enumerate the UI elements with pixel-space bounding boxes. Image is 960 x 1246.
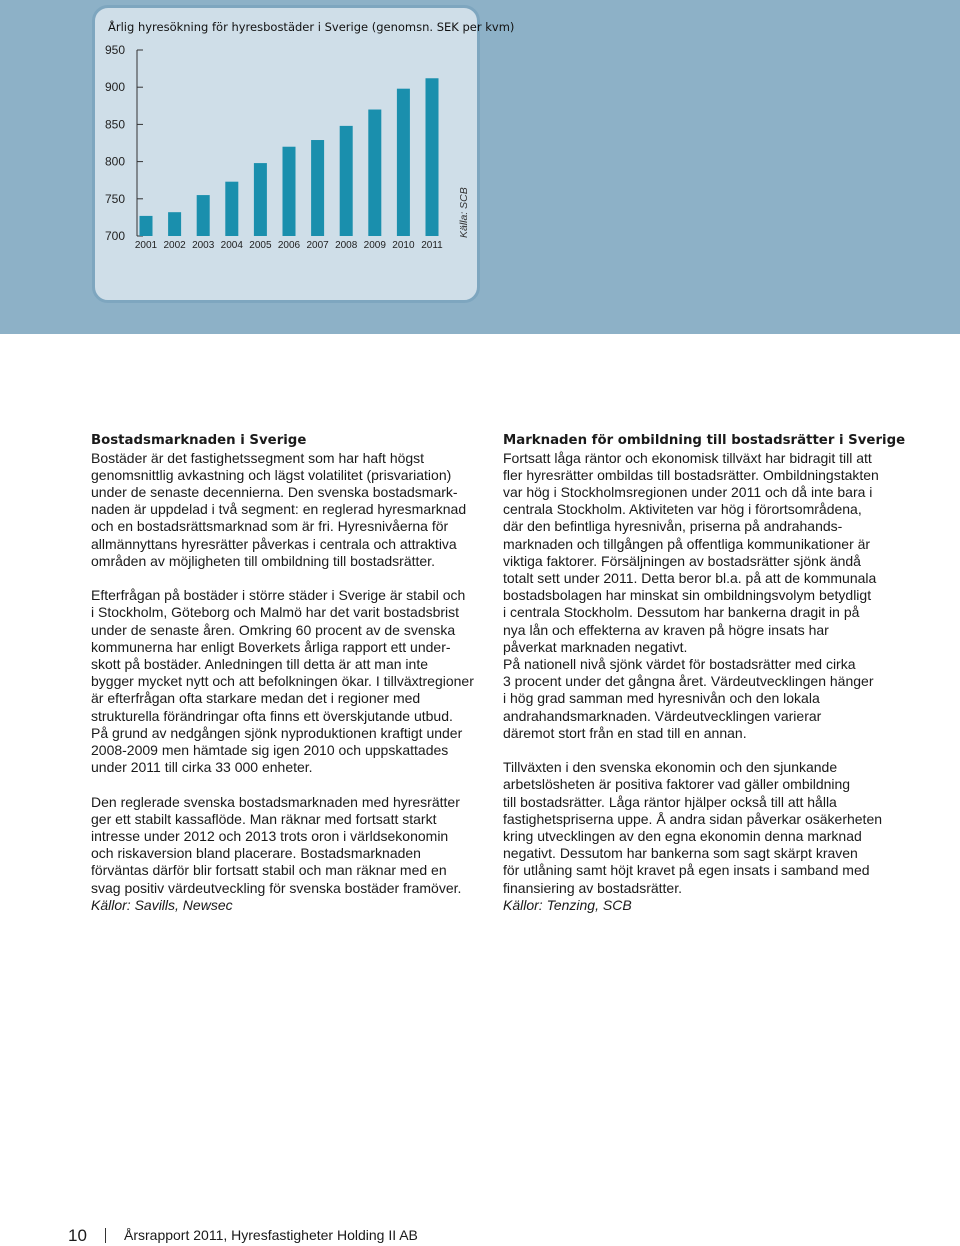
- text-line: På nationell nivå sjönk värdet för bostadsrätter med cirka: [503, 656, 856, 673]
- page-number: 10: [68, 1226, 87, 1245]
- x-tick-label: 2010: [392, 240, 415, 251]
- left-paragraph-1: [91, 450, 486, 570]
- bar-2011: [426, 78, 439, 236]
- text-line: under de senaste decennierna. Den svenska bostadsmark-: [91, 484, 458, 500]
- text-line: under 2011 till cirka 33 000 enheter.: [91, 759, 313, 776]
- footer-divider: [105, 1228, 106, 1243]
- text-line: kommunerna har enligt Boverkets årliga rapport ett under-: [91, 638, 451, 655]
- left-paragraph-3: [91, 794, 486, 914]
- y-tick-label: 750: [104, 191, 125, 206]
- sources-note: Källor: Savills, Newsec: [91, 896, 233, 913]
- text-line: På grund av nedgången sjönk nyproduktionen kraftigt under: [91, 724, 463, 741]
- text-line: bostadsbolagen har minskat sin ombildningsvolym betydligt: [503, 587, 872, 604]
- x-tick-label: 2008: [335, 240, 358, 251]
- page-footer: [0, 1226, 960, 1246]
- text-line: marknaden och tillgången på offentliga kommunikationer är: [503, 535, 871, 552]
- text-line: fler hyresrätter ombildas till bostadsrätter. Ombildningstakten: [503, 466, 879, 483]
- text-line: naden är uppdelad i två segment: en reglerad hyresmarknad: [91, 501, 467, 518]
- text-line: genomsnittlig avkastning och lägst volatilitet (prisvariation): [91, 466, 452, 483]
- y-tick-label: 800: [104, 154, 125, 169]
- text-line: i centrala Stockholm. Dessutom har bankerna dragit in på: [503, 604, 860, 621]
- text-line: finansiering av bostadsrätter.: [503, 879, 682, 896]
- text-line: Fortsatt låga räntor och ekonomisk tillväxt har bidragit till att: [503, 449, 872, 466]
- x-tick-label: 2003: [192, 240, 215, 251]
- x-tick-label: 2007: [306, 240, 329, 251]
- right-paragraph-2: [503, 759, 898, 914]
- text-line: påverkat marknaden negativt.: [503, 638, 688, 655]
- text-line: Efterfrågan på bostäder i större städer i Sverige är stabil och: [91, 587, 466, 604]
- text-line: områden av möjligheten till ombildning till bostadsrätter.: [91, 552, 435, 569]
- text-line: allmännyttans hyresrätter påverkas i centrala och attraktiva: [91, 535, 457, 552]
- right-column: [503, 432, 906, 914]
- text-line: till bostadsrätter. Låga räntor hjälper också till att hålla: [503, 793, 837, 810]
- right-paragraph-1: [503, 450, 898, 742]
- bar-2008: [340, 126, 353, 236]
- text-line: negativt. Dessutom har bankerna som sagt skärpt kraven: [503, 845, 858, 862]
- text-line: andrahandsmarknaden. Värdeutvecklingen varierar: [503, 707, 822, 724]
- text-line: och riskaversion bland placerare. Bostadsmarknaden: [91, 845, 421, 862]
- text-line: i Stockholm, Göteborg och Malmö har det varit bostadsbrist: [91, 604, 460, 621]
- y-tick-label: 950: [104, 43, 125, 57]
- chart-title: Årlig hyresökning för hyresbostäder i Sverige (genomsn. SEK per kvm): [108, 20, 515, 34]
- text-line: för utlåning samt höjt kravet på egen insats i samband med: [503, 862, 870, 879]
- bar-2004: [225, 182, 238, 236]
- text-line: kring utvecklingen av den egna ekonomin denna marknad: [503, 828, 862, 845]
- bar-2007: [311, 140, 324, 236]
- x-tick-label: 2005: [249, 240, 272, 251]
- y-tick-label: 700: [104, 229, 125, 243]
- rent-chart-panel: [92, 5, 515, 303]
- text-line: däremot stort från en stad till en annan.: [503, 724, 747, 741]
- bar-2003: [197, 195, 210, 236]
- text-line: ger ett stabilt kassaflöde. Man räknar med fortsatt starkt: [91, 810, 437, 827]
- text-line: svag positiv värdeutveckling för svenska bostäder framöver.: [91, 879, 462, 896]
- x-tick-label: 2001: [134, 240, 158, 251]
- text-line: Tillväxten i den svenska ekonomin och den sjunkande: [503, 759, 838, 776]
- text-line: nya lån och effekterna av kraven på högre insats har: [503, 621, 829, 638]
- chart-source-note: Källa: SCB: [458, 187, 470, 238]
- text-line: är efterfrågan ofta starkare medan det i regioner med: [91, 690, 421, 707]
- x-tick-label: 2011: [421, 240, 443, 251]
- y-tick-label: 900: [104, 80, 125, 95]
- bar-2009: [368, 110, 381, 236]
- bar-2002: [168, 212, 181, 236]
- text-line: strukturella förändringar ofta finns ett överskjutande utbud.: [91, 707, 453, 724]
- text-line: där den befintliga hyresnivån, priserna på andrahands-: [503, 518, 843, 535]
- bar-2005: [254, 163, 267, 236]
- text-line: förväntas därför blir fortsatt stabil och man räknar med en: [91, 862, 447, 879]
- text-line: arbetslösheten är positiva faktorer vad gäller ombildning: [503, 776, 851, 793]
- text-line: viktiga faktorer. Försäljningen av bostadsrätter sjönk ändå: [503, 552, 861, 569]
- text-line: i hög grad samman med hyresnivån och den lokala: [503, 690, 820, 707]
- bar-2006: [283, 147, 296, 236]
- text-line: totalt sett under 2011. Detta beror bl.a. på att de kommunala: [503, 570, 877, 587]
- header-band: [0, 0, 960, 334]
- text-line: och en bostadsrättsmarknad som är fri. Hyresnivåerna för: [91, 518, 449, 535]
- text-line: var hög i Stockholmsregionen under 2011 och då inte bara i: [503, 484, 873, 500]
- sources-note: Källor: Tenzing, SCB: [503, 896, 632, 913]
- x-tick-label: 2006: [277, 240, 301, 251]
- section-heading-conversion-market: Marknaden för ombildning till bostadsrätter i Sverige: [503, 433, 906, 448]
- text-line: 3 procent under det gångna året. Värdeutvecklingen hänger: [503, 673, 874, 690]
- text-line: under de senaste åren. Omkring 60 procent av de svenska: [91, 621, 456, 638]
- bar-2001: [140, 216, 153, 236]
- section-heading-housing-market: Bostadsmarknaden i Sverige: [91, 433, 307, 448]
- left-paragraph-2: [91, 587, 486, 776]
- text-line: fastighetspriserna uppe. Å andra sidan påverkar osäkerheten: [503, 810, 883, 827]
- x-tick-label: 2009: [363, 240, 386, 251]
- text-line: skott på bostäder. Anledningen till detta är att man inte: [91, 656, 428, 673]
- footer-report-title: Årsrapport 2011, Hyresfastigheter Holding II AB: [124, 1227, 418, 1243]
- text-line: Bostäder är det fastighetssegment som har haft högst: [91, 449, 425, 466]
- text-line: 2008-2009 men hämtade sig igen 2010 och uppskattades: [91, 742, 449, 759]
- x-tick-label: 2004: [220, 240, 243, 251]
- bar-2010: [397, 89, 410, 236]
- left-column: [91, 432, 486, 914]
- y-tick-label: 850: [104, 117, 125, 132]
- text-line: intresse under 2012 och 2013 trots oron i världsekonomin: [91, 828, 449, 845]
- text-line: centrala Stockholm. Aktiviteten var hög i förortsområdena,: [503, 501, 862, 518]
- text-line: bygger mycket nytt och att befolkningen ökar. I tillväxtregioner: [91, 673, 474, 690]
- x-tick-label: 2002: [163, 240, 186, 251]
- text-line: Den reglerade svenska bostadsmarknaden med hyresrätter: [91, 793, 460, 810]
- rent-bar-chart: [95, 8, 477, 300]
